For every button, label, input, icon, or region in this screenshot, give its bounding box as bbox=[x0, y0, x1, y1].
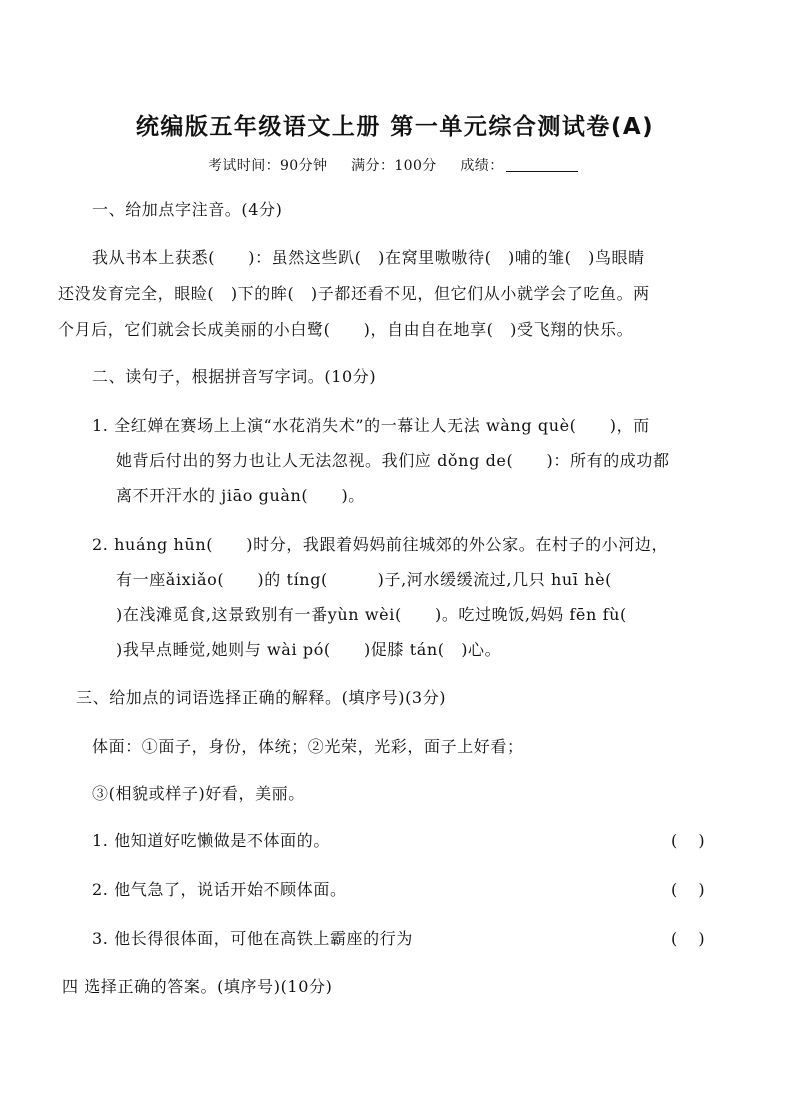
choice-item: 2. 他气急了，说话开始不顾体面。 bbox=[92, 880, 347, 899]
section-2-heading: 二、读句子，根据拼音写字词。(10分) bbox=[92, 367, 377, 386]
section-3-heading: 三、给加点的词语选择正确的解释。(填序号)(3分) bbox=[76, 688, 447, 707]
exam-time: 考试时间：90分钟 bbox=[208, 158, 328, 174]
page-title: 统编版五年级语文上册 第一单元综合测试卷(A) bbox=[135, 114, 655, 140]
score-label: 成绩： bbox=[460, 158, 504, 174]
question-2-2-line: 2. huáng hūn( )时分，我跟着妈妈前往城郊的外公家。在村子的小河边， bbox=[92, 535, 669, 554]
section-1-heading: 一、给加点字注音。(4分) bbox=[92, 200, 283, 219]
section-1-line: 还没发育完全，眼睑( )下的眸( )子都还看不见，但它们从小就学会了吃鱼。两 bbox=[58, 284, 650, 303]
question-2-1-line: 她背后付出的努力也让人无法忽视。我们应 dǒng de( )：所有的成功都 bbox=[116, 451, 670, 470]
section-4-heading: 四 选择正确的答案。(填序号)(10分) bbox=[62, 977, 333, 996]
answer-paren: ( ) bbox=[671, 831, 705, 850]
question-2-2-line: )我早点睡觉,她则与 wài pó( )促膝 tán( )心。 bbox=[116, 640, 502, 659]
question-2-2-line: 有一座ǎixiǎo( )的 tíng( )子,河水缓缓流过,几只 huī hè( bbox=[116, 570, 613, 589]
question-2-1-line: 离不开汗水的 jiāo guàn( )。 bbox=[116, 486, 365, 505]
definition-line: 体面：①面子，身份，体统；②光荣，光彩，面子上好看； bbox=[92, 737, 524, 756]
section-1-line: 我从书本上获悉( )：虽然这些趴( )在窝里嗷嗷待( )哺的雏( )鸟眼睛 bbox=[92, 248, 645, 267]
definition-line: ③(相貌或样子)好看，美丽。 bbox=[92, 784, 305, 803]
answer-paren: ( ) bbox=[671, 929, 705, 948]
question-2-2-line: )在浅滩觅食,这景致别有一番yùn wèi( )。吃过晚饭,妈妈 fēn fù( bbox=[116, 605, 627, 624]
full-score: 满分：100分 bbox=[351, 158, 437, 174]
question-2-1-line: 1. 全红婵在赛场上上演“水花消失术”的一幕让人无法 wàng què( )，而 bbox=[92, 416, 650, 435]
score-blank bbox=[506, 157, 578, 172]
section-1-line: 个月后，它们就会长成美丽的小白鹭( )，自由自在地享( )受飞翔的快乐。 bbox=[58, 320, 634, 339]
exam-meta bbox=[208, 156, 578, 176]
answer-paren: ( ) bbox=[671, 880, 705, 899]
choice-item: 1. 他知道好吃懒做是不体面的。 bbox=[92, 831, 330, 850]
choice-item: 3. 他长得很体面，可他在高铁上霸座的行为 bbox=[92, 929, 413, 948]
